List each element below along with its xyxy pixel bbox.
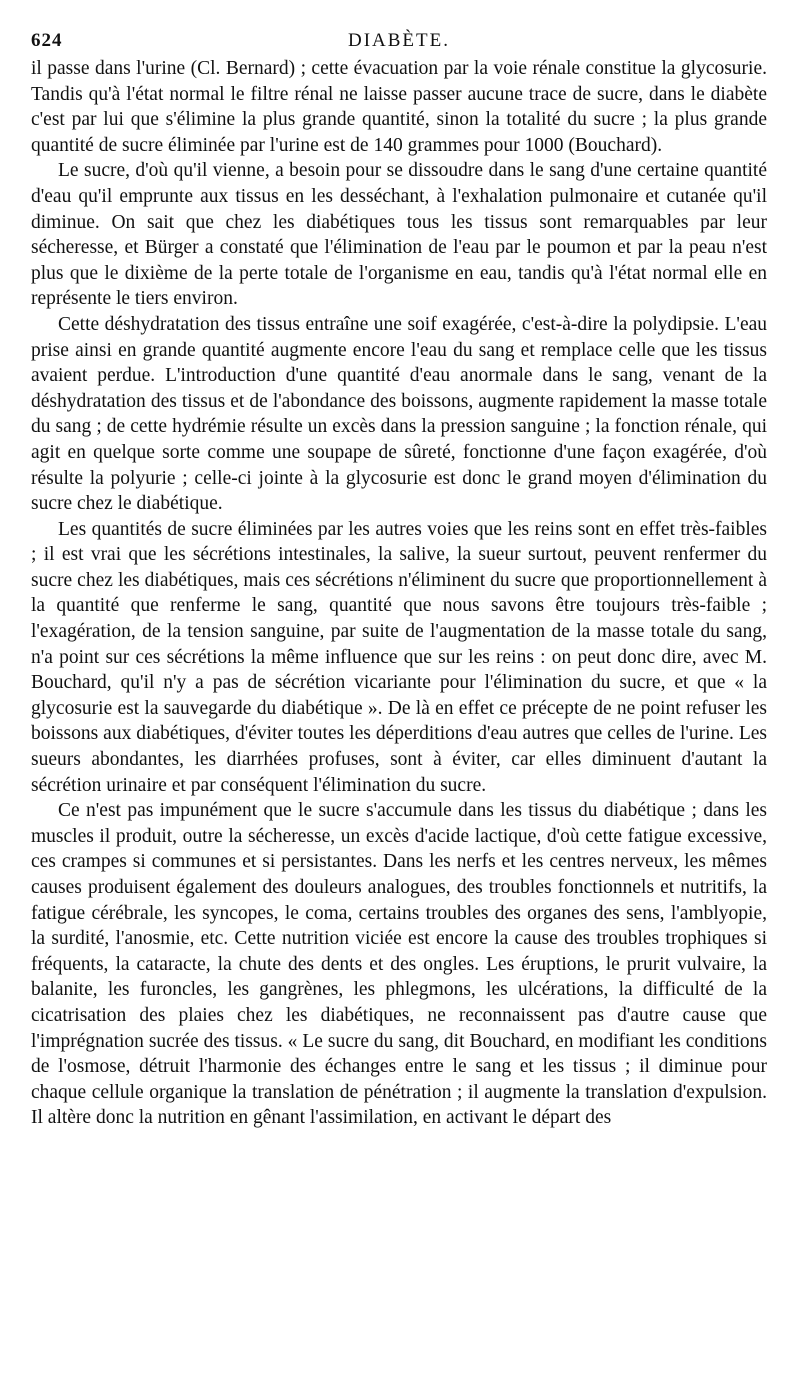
book-page	[31, 0, 767, 1382]
paragraph-troubles-nutrition: Ce n'est pas impunément que le sucre s'accumule dans les tissus du diabétique ; dans les muscles il produit, outre la sécheresse, un excès d'acide lactique, d'où cette fatigue excessive, ces crampes si communes et si persistantes. Dans les nerfs et les centres nerveux, les mêmes causes produisent également des douleurs analogues, des troubles fonctionnels et nutritifs, la fatigue cérébrale, les syncopes, le coma, certains troubles des organes des sens, l'amblyopie, la surdité, l'anosmie, etc. Cette nutrition viciée est encore la cause des troubles trophiques si fréquents, la cataracte, la chute des dents et des ongles. Les éruptions, le prurit vulvaire, la balanite, les furoncles, les gangrènes, les phlegmons, les ulcérations, la difficulté de la cicatrisation des plaies chez les diabétiques, ne reconnaissent pas d'autre cause que l'imprégnation sucrée des tissus. « Le sucre du sang, dit Bouchard, en modifiant les conditions de l'osmose, détruit l'harmonie des échanges entre le sang et les tissus ; il diminue pour chaque cellule organique la translation de pénétration ; il augmente la translation d'expulsion. Il altère donc la nutrition en gênant l'assimilation, en activant le départ des	[31, 800, 767, 1129]
page-number: 624	[31, 30, 63, 51]
paragraph-glycosurie: il passe dans l'urine (Cl. Bernard) ; cette évacuation par la voie rénale constitue la glycosurie. Tandis qu'à l'état normal le filtre rénal ne laisse passer aucune trace de sucre, dans le diabète c'est par lui que s'élimine la plus grande quantité, sinon la totalité du sucre ; la plus grande quantité de sucre éliminée par l'urine est de 140 grammes pour 1000 (Bouchard).	[31, 58, 767, 156]
paragraph-polydipsie: Cette déshydratation des tissus entraîne une soif exagérée, c'est-à-dire la polydipsie. L'eau prise ainsi en grande quantité augmente encore l'eau du sang et remplace celle que les tissus avaient perdue. L'introduction d'une quantité d'eau anormale dans le sang, venant de la déshydratation des tissus et de l'abondance des boissons, augmente rapidement la masse totale du sang ; de cette hydrémie résulte un excès dans la pression sanguine ; la fonction rénale, qui agit en quelque sorte comme une soupape de sûreté, fonctionne d'une façon exagérée, d'où résulte la polyurie ; celle-ci jointe à la glycosurie est donc le grand moyen d'élimination du sucre chez le diabétique.	[31, 313, 767, 515]
paragraph-secretions: Les quantités de sucre éliminées par les autres voies que les reins sont en effet très-faibles ; il est vrai que les sécrétions intestinales, la salive, la sueur surtout, peuvent renfermer du sucre chez les diabétiques, mais ces sécrétions n'éliminent du sucre que proportionnellement à la quantité que renferme le sang, quantité que nous savons être toujours très-faible ; l'exagération, de la tension sanguine, par suite de l'augmentation de la masse totale du sang, n'a point sur ces sécrétions la même influence que sur les reins : on peut donc dire, avec M. Bouchard, qu'il n'y a pas de sécrétion vicariante pour l'élimination du sucre, et que « la glycosurie est la sauvegarde du diabétique ». De là en effet ce précepte de ne point refuser les boissons aux diabétiques, d'éviter toutes les déperditions d'eau autres que celles de l'urine. Les sueurs abondantes, les diarrhées profuses, sont à éviter, car elles diminuent d'autant la sécrétion urinaire et par conséquent l'élimination du sucre.	[31, 518, 767, 796]
body-text	[31, 56, 767, 1131]
running-title: DIABÈTE.	[347, 30, 450, 51]
paragraph-dessechement: Le sucre, d'où qu'il vienne, a besoin pour se dissoudre dans le sang d'une certaine quantité d'eau qu'il emprunte aux tissus en les desséchant, à l'exhalation pulmonaire et cutanée qu'il diminue. On sait que chez les diabétiques tous les tissus sont remarquables par leur sécheresse, et Bürger a constaté que l'élimination de l'eau par le poumon et par la peau n'est plus que le dixième de la perte totale de l'organisme en eau, tandis qu'à l'état normal elle en représente le tiers environ.	[31, 160, 767, 310]
running-head	[31, 0, 767, 56]
